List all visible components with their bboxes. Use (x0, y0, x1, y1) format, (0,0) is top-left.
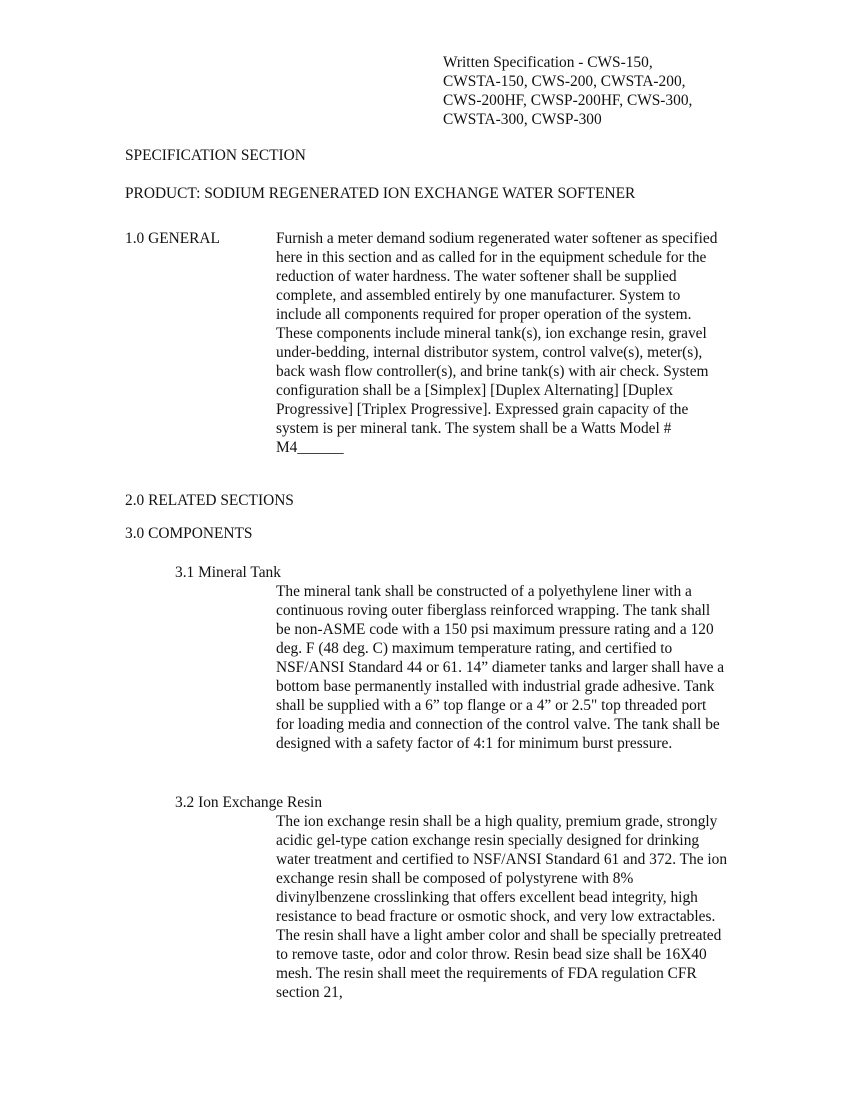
mineral-tank-heading: 3.1 Mineral Tank (175, 564, 281, 581)
resin-text: The ion exchange resin shall be a high quality, premium grade, strongly acidic gel-type cation exchange resin specially designed for drinking water treatment and certified to NSF/ANSI Standard 61 and 372. The ion exchange resin shall be composed of polystyrene with 8% divinylbenzene crosslinking that offers excellent bead integrity, high resistance to bead fracture or osmotic shock, and very low extractables. The resin shall have a light amber color and shall be specially pretreated to remove taste, odor and color throw. Resin bead size shall be 16X40 mesh. The resin shall meet the requirements of FDA regulation CFR section 21, (276, 813, 728, 1001)
product-line: PRODUCT: SODIUM REGENERATED ION EXCHANGE WATER SOFTENER (125, 185, 636, 202)
document-header (443, 53, 692, 129)
mineral-tank-paragraph (276, 582, 728, 753)
header-line: CWS-200HF, CWSP-200HF, CWS-300, (443, 92, 693, 109)
header-line: CWSTA-300, CWSP-300 (443, 111, 602, 128)
related-sections-heading: 2.0 RELATED SECTIONS (125, 492, 294, 509)
mineral-tank-text: The mineral tank shall be constructed of a polyethylene liner with a continuous roving outer fiberglass reinforced wrapping. The tank shall be non-ASME code with a 150 psi maximum pressure rating and a 120 deg. F (48 deg. C) maximum temperature rating, and certified to NSF/ANSI Standard 44 or 61. 14” diameter tanks and larger shall have a bottom base permanently installed with industrial grade adhesive. Tank shall be supplied with a 6” top flange or a 4” or 2.5" top threaded port for loading media and connection of the control valve. The tank shall be designed with a safety factor of 4:1 for minimum burst pressure. (276, 583, 725, 752)
general-heading: 1.0 GENERAL (125, 230, 220, 247)
resin-heading: 3.2 Ion Exchange Resin (175, 794, 323, 811)
resin-paragraph (276, 812, 728, 1002)
header-line: CWSTA-150, CWS-200, CWSTA-200, (443, 73, 686, 90)
header-line: Written Specification - CWS-150, (443, 54, 653, 71)
general-paragraph (276, 229, 728, 457)
general-text: Furnish a meter demand sodium regenerated water softener as specified here in this section and as called for in the equipment schedule for the reduction of water hardness. The water softener shall be supplied complete, and assembled entirely by one manufacturer. System to include all components required for proper operation of the system. These components include mineral tank(s), ion exchange resin, gravel under-bedding, internal distributor system, control valve(s), meter(s), back wash flow controller(s), and brine tank(s) with air check. System configuration shall be a [Simplex] [Duplex Alternating] [Duplex Progressive] [Triplex Progressive]. Expressed grain capacity of the system is per mineral tank. The system shall be a Watts Model # M4______ (276, 230, 718, 456)
components-heading: 3.0 COMPONENTS (125, 525, 253, 542)
section-title: SPECIFICATION SECTION (125, 147, 306, 164)
